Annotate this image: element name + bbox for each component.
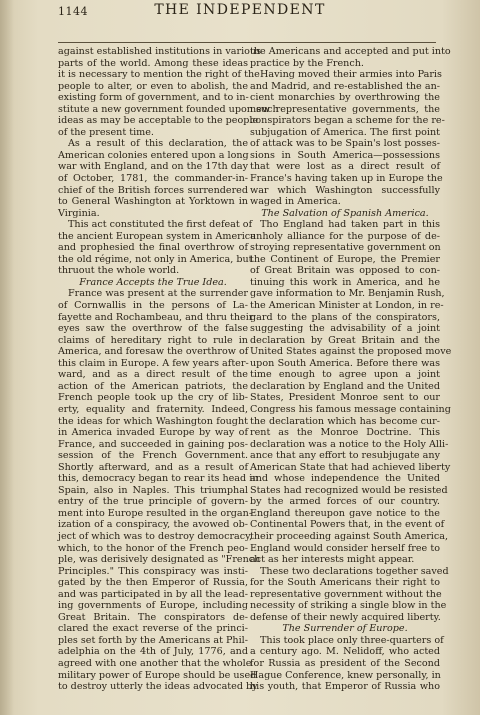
text-line: Hague Conference, knew personally, in bbox=[250, 669, 441, 681]
text-line: of Great Britain was opposed to con- bbox=[250, 265, 440, 277]
text-line: waged in America. bbox=[250, 196, 341, 208]
text-line: These two declarations together saved bbox=[260, 565, 449, 577]
text-line: stitute a new government founded upon such bbox=[58, 103, 279, 115]
text-line: American colonies entered upon a long bbox=[58, 149, 249, 161]
text-line: by the armed forces of our country. bbox=[250, 496, 440, 508]
text-line: gard to the plans of the conspirators, bbox=[250, 311, 440, 323]
text-line: As a result of this declaration, the bbox=[68, 138, 248, 150]
text-line: the ancient European system in America bbox=[58, 230, 256, 242]
text-line: act as her interests might appear. bbox=[250, 554, 415, 566]
text-line: England thereupon gave notice to the bbox=[250, 507, 440, 519]
text-line: gave information to Mr. Benjamin Rush, bbox=[250, 288, 445, 300]
right-column bbox=[250, 46, 452, 693]
text-line: representative government without the bbox=[250, 588, 442, 600]
text-line: United States against the proposed move bbox=[250, 346, 452, 358]
text-line: rent as the Monroe Doctrine. This bbox=[250, 427, 440, 439]
text-line: declaration was a notice to the Holy Alli- bbox=[250, 438, 449, 450]
text-line: it is necessary to mention the right of the bbox=[58, 69, 260, 81]
text-line: ing governments of Europe, including bbox=[58, 600, 248, 612]
text-line: of the present time. bbox=[58, 126, 154, 138]
text-line: suggesting the advisability of a joint bbox=[250, 323, 440, 335]
text-line: entry of the true principle of govern- bbox=[58, 496, 248, 508]
text-line: ization of a conspiracy, the avowed ob- bbox=[58, 519, 248, 531]
text-line: States, President Monroe sent to our bbox=[250, 392, 440, 404]
text-line: the American Minister at London, in re- bbox=[250, 300, 444, 312]
text-line: American State that had achieved liberty bbox=[250, 461, 451, 473]
text-line: chief of the British forces surrendered bbox=[58, 184, 248, 196]
text-line: France was present at the surrender bbox=[68, 288, 248, 300]
text-line: declaration by England and the United bbox=[250, 380, 440, 392]
page-gutter-shadow bbox=[0, 0, 14, 715]
text-line: stroying representative government on bbox=[250, 242, 441, 254]
page-number: 1144 bbox=[58, 5, 88, 18]
text-line: the ideas for which Washington fought bbox=[58, 415, 248, 427]
text-line: cient monarchies by overthrowing the bbox=[250, 92, 440, 104]
text-line: French people took up the cry of lib- bbox=[58, 392, 248, 404]
text-line: Principles." This conspiracy was insti- bbox=[58, 565, 248, 577]
page-header bbox=[0, 2, 480, 24]
text-line: the declaration which has become cur- bbox=[250, 415, 440, 427]
text-line: agreed with one another that the whole bbox=[58, 657, 252, 669]
text-line: subjugation of America. The first point bbox=[250, 126, 440, 138]
text-line: and was participated in by all the lead- bbox=[58, 588, 248, 600]
text-line: Virginia. bbox=[58, 207, 100, 219]
text-line: of Cornwallis in the persons of La- bbox=[58, 300, 248, 312]
text-line: ward, and as a direct result of the bbox=[58, 369, 248, 381]
text-line: of attack was to be Spain's lost posses- bbox=[250, 138, 440, 150]
text-line: to General Washington at Yorktown in bbox=[58, 196, 248, 208]
text-line: the old régime, not only in America, but bbox=[58, 253, 253, 265]
text-line: people to alter, or even to abolish, the bbox=[58, 80, 248, 92]
text-line: to destroy utterly the ideas advocated by bbox=[58, 681, 258, 693]
text-line: defense of their newly acquired liberty. bbox=[250, 611, 441, 623]
section-subheading: The Surrender of Europe. bbox=[282, 623, 408, 635]
text-line: This act constituted the first defeat of bbox=[68, 219, 253, 231]
section-subheading: The Salvation of Spanish America. bbox=[261, 207, 429, 219]
text-line: Tho England had taken part in this bbox=[260, 219, 440, 231]
section-subheading: France Accepts the True Idea. bbox=[79, 276, 227, 288]
text-line: adelphia on the 4th of July, 1776, and bbox=[58, 646, 248, 658]
text-line: parts of the world. Among these ideas bbox=[58, 57, 248, 69]
text-line: ideas as may be acceptable to the people bbox=[58, 115, 259, 127]
text-line: the Continent of Europe, the Premier bbox=[250, 253, 440, 265]
text-line: sions in South America—possessions bbox=[250, 149, 440, 161]
text-line: ject of which was to destroy democracy, bbox=[58, 530, 253, 542]
text-line: and whose independence the United bbox=[250, 473, 440, 485]
text-line: Continental Powers that, in the event of bbox=[250, 519, 445, 531]
text-line: military power of Europe should be used bbox=[58, 669, 257, 681]
text-line: which, to the honor of the French peo- bbox=[58, 542, 248, 554]
text-line: a century ago. M. Nelidoff, who acted bbox=[250, 646, 440, 658]
text-line: this claim in Europe. A few years after- bbox=[58, 357, 249, 369]
text-line: practice by the French. bbox=[250, 57, 364, 69]
text-line: Great Britain. The conspirators de- bbox=[58, 611, 248, 623]
text-line: thruout the whole world. bbox=[58, 265, 180, 277]
text-line: necessity of striking a single blow in the bbox=[250, 600, 447, 612]
text-line: This took place only three-quarters of bbox=[260, 634, 444, 646]
text-line: for the South Americans their right to bbox=[250, 577, 440, 589]
text-line: clared the exact reverse of the princi- bbox=[58, 623, 248, 635]
header-rule bbox=[58, 42, 436, 43]
text-line: new representative governments, the bbox=[250, 103, 440, 115]
text-line: for Russia as president of the Second bbox=[250, 657, 440, 669]
text-line: upon South America. Before there was bbox=[250, 357, 440, 369]
text-line: existing form of government, and to in- bbox=[58, 92, 249, 104]
text-line: ance that any effort to resubjugate any bbox=[250, 450, 440, 462]
text-line: time enough to agree upon a joint bbox=[250, 369, 440, 381]
text-line: war with England, and on the 17th day bbox=[58, 161, 248, 173]
text-line: unholy alliance for the purpose of de- bbox=[250, 230, 440, 242]
text-line: their proceeding against South America, bbox=[250, 530, 448, 542]
text-line: States had recognized would be resisted bbox=[250, 484, 448, 496]
text-line: against established institutions in various bbox=[58, 46, 262, 57]
text-line: of October, 1781, the commander-in- bbox=[58, 173, 248, 185]
text-line: that were lost as a direct result of bbox=[250, 161, 440, 173]
text-line: tinuing this work in America, and he bbox=[250, 276, 440, 288]
text-line: declaration by Great Britain and the bbox=[250, 334, 440, 346]
text-line: action of the American patriots, the bbox=[58, 380, 248, 392]
text-line: Having moved their armies into Paris bbox=[260, 69, 442, 81]
text-line: Shortly afterward, and as a result of bbox=[58, 461, 248, 473]
text-line: the Americans and accepted and put into bbox=[250, 46, 451, 57]
text-line: gated by the then Emperor of Russia, bbox=[58, 577, 248, 589]
text-line: fayette and Rochambeau, and thru their bbox=[58, 311, 254, 323]
text-line: ples set forth by the Americans at Phil- bbox=[58, 634, 248, 646]
left-column bbox=[58, 46, 279, 693]
running-title: THE INDEPENDENT bbox=[154, 2, 326, 18]
text-line: conspirators began a scheme for the re- bbox=[250, 115, 445, 127]
text-line: ment into Europe resulted in the organ- bbox=[58, 507, 253, 519]
text-line: erty, equality and fraternity. Indeed, bbox=[58, 403, 248, 415]
text-line: his youth, that Emperor of Russia who bbox=[250, 681, 440, 693]
text-line: eyes saw the overthrow of the false bbox=[58, 323, 248, 335]
text-line: in America invaded Europe by way of bbox=[58, 427, 248, 439]
text-line: claims of hereditary right to rule in bbox=[58, 334, 248, 346]
text-line: France's having taken up in Europe the bbox=[250, 173, 443, 185]
text-line: war which Washington successfully bbox=[250, 184, 440, 196]
text-line: session of the French Government. bbox=[58, 450, 248, 462]
text-line: this, democracy began to rear its head in bbox=[58, 473, 259, 485]
text-line: ple, was derisively designated as "French bbox=[58, 554, 261, 566]
text-line: and Madrid, and re-established the an- bbox=[250, 80, 440, 92]
text-line: America, and foresaw the overthrow of bbox=[58, 346, 249, 358]
text-line: Congress his famous message containing bbox=[250, 403, 451, 415]
text-line: England would consider herself free to bbox=[250, 542, 440, 554]
text-line: France, and succeeded in gaining pos- bbox=[58, 438, 248, 450]
text-line: Spain, also in Naples. This triumphal bbox=[58, 484, 248, 496]
text-line: and prophesied the final overthrow of bbox=[58, 242, 248, 254]
